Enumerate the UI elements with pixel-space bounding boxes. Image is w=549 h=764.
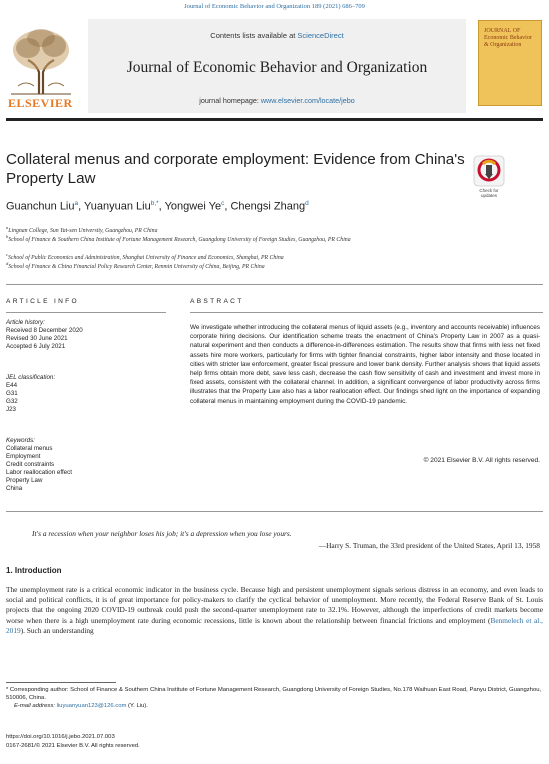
journal-cover-title: JOURNAL OF Economic Behavior & Organization: [484, 28, 532, 48]
footnote-divider: [6, 682, 116, 683]
header-rule: [6, 118, 543, 121]
affiliation: [6, 260, 536, 271]
intro-text-continued: ). Such an understanding: [20, 625, 94, 635]
article-info-heading: ARTICLE INFO: [6, 298, 79, 305]
issn-copyright: 0167-2681/© 2021 Elsevier B.V. All rights reserved.: [6, 743, 140, 749]
affil-text: Lingnan College, Sun Yat-sen University, Guangzhou, PR China: [8, 227, 158, 234]
affil-mark: d: [6, 261, 9, 266]
keyword: Property Law: [6, 477, 43, 484]
divider: [190, 312, 543, 313]
keyword: China: [6, 485, 23, 492]
history-item: Received 8 December 2020: [6, 327, 83, 334]
email-footnote: [14, 703, 549, 711]
author-affil-mark[interactable]: a: [74, 200, 79, 207]
author-name[interactable]: Yongwei Ye: [164, 200, 222, 213]
affil-mark: b: [6, 234, 9, 239]
author-affil-mark[interactable]: b,*: [150, 200, 159, 207]
contents-prefix: Contents lists available at: [210, 31, 298, 40]
history-label: Article history:: [6, 319, 45, 326]
keywords: [6, 437, 166, 493]
jel-code: E44: [6, 382, 18, 389]
jel-label: JEL classification:: [6, 374, 56, 381]
history-item: Revised 30 June 2021: [6, 335, 68, 342]
jel-code: G32: [6, 398, 18, 405]
abstract-copyright: © 2021 Elsevier B.V. All rights reserved.: [423, 457, 540, 464]
epigraph-quote: It's a recession when your neighbor loses his job; it's a depression when you lose yours.: [32, 529, 292, 538]
epigraph-attribution: —Harry S. Truman, the 33rd president of the United States, April 13, 1958: [318, 541, 540, 550]
email-link[interactable]: liuyuanyuan123@126.com: [56, 703, 127, 709]
citation-link[interactable]: Benmelech et al., 2019: [6, 615, 543, 635]
affil-text: School of Finance & Southern China Institute of Fortune Management Research, Guangdong University of Foreign Studies, Guangzhou, PR China: [8, 236, 351, 243]
doi-link[interactable]: https://doi.org/10.1016/j.jebo.2021.07.003: [6, 734, 115, 740]
keyword: Employment: [6, 453, 41, 460]
contents-available-line: [88, 31, 466, 40]
keyword: Labor reallocation effect: [6, 469, 72, 476]
journal-homepage-line: [88, 96, 466, 105]
email-label: E-mail address:: [14, 703, 55, 709]
check-for-updates-label[interactable]: Check for updates: [479, 188, 499, 198]
author-name[interactable]: Guanchun Liu: [6, 200, 75, 213]
affil-mark: a: [6, 225, 9, 230]
journal-homepage-link[interactable]: www.elsevier.com/locate/jebo: [260, 96, 355, 105]
jel-code: J23: [6, 406, 16, 413]
abstract-heading: ABSTRACT: [190, 298, 244, 305]
abstract-text: We investigate whether introducing the collateral menus of liquid assets (e.g., inventory and accounts receivable) influences corporate hiring decisions. Our identification scheme treats the enactment of China's Property Law in 2007 as a quasi-natural experiment and then conducts a difference-in-differences estimation. The results show that firms with less net fixed assets hire more workers, particularly for firms with tighter financial constraints, higher labor intensity and those located in cities with stricter law enforcement, greater fiscal pressure and lower bank density. Further analysis shows that liquid assets help firms obtain more debt, save less cash, decrease the cash flow sensitivity of cash and investment and invest more in fixed assets, consistent with the collateral channel. In addition, a significant convergence of labor productivity across firms illustrates that the Property Law also has a labor reallocation effect. Our findings shed light on the importance of expanding collateral menus in maintaining employment during the COVID-19 pandemic.: [190, 324, 540, 405]
section-heading-introduction: 1. Introduction: [6, 566, 62, 575]
author-name[interactable]: Yuanyuan Liu: [84, 200, 151, 213]
email-suffix: (Y. Liu).: [128, 703, 148, 709]
intro-text: The unemployment rate is a critical economic indicator in the business cycle. Because high and persistent unemployment signals serious distress in an economy, and even leads to social and political conflicts, it is of great importance for policy-makers to clarify the cyclical behavior of unemployment. More recently, the Federal Reserve Bank of St. Louis projects that the ongoing 2020 COVID-19 outbreak could push the second-quarter unemployment rate to 32.1%. However, although the imperfections of credit markets become worse when there is a high unemployment rate during economic recessions, little is known about the relationship between financial frictions and employment (: [6, 585, 543, 625]
homepage-prefix: journal homepage:: [199, 96, 261, 105]
article-history: [6, 319, 166, 351]
affil-text: School of Finance & China Financial Policy Research Center, Renmin University of China, Beijing, PR China: [8, 263, 265, 270]
elsevier-wordmark: ELSEVIER: [8, 96, 73, 110]
affiliation: [6, 233, 536, 244]
journal-title: Journal of Economic Behavior and Organization: [126, 59, 428, 76]
corresponding-author-footnote: * Corresponding author: School of Finance & Southern China Institute of Fortune Management Research, Guangdong University of Foreign Studies, No.178 Waihuan East Road, Panyu District, Guangzhou, 510006, China.: [6, 687, 542, 701]
author-affil-mark[interactable]: d: [305, 200, 309, 207]
keyword: Collateral menus: [6, 445, 53, 452]
keywords-label: Keywords:: [6, 437, 35, 444]
journal-citation-link[interactable]: Journal of Economic Behavior and Organization 189 (2021) 686–709: [184, 3, 365, 10]
jel-classification: [6, 374, 166, 414]
author-affil-mark[interactable]: c: [221, 200, 225, 207]
introduction-paragraph: [6, 585, 543, 636]
affil-mark: c: [6, 252, 8, 257]
keyword: Credit constraints: [6, 461, 55, 468]
article-title: Collateral menus and corporate employment: Evidence from China's Property Law: [6, 151, 465, 187]
affil-text: School of Public Economics and Administration, Shanghai University of Finance and Economics, Shanghai, PR China: [8, 254, 284, 261]
history-item: Accepted 6 July 2021: [6, 343, 66, 350]
check-for-updates-icon[interactable]: [473, 155, 505, 187]
author-list: Guanchun Liu$^a$, Yuanyuan Liu$^{b,*}$, Yongwei Ye$^c$, Chengsi Zhang$^d$: [6, 200, 309, 213]
author-name[interactable]: Chengsi Zhang: [230, 200, 306, 213]
sciencedirect-link[interactable]: ScienceDirect: [297, 31, 344, 40]
divider: [6, 284, 543, 285]
jel-code: G31: [6, 390, 18, 397]
divider: [6, 312, 166, 313]
divider: [6, 511, 543, 512]
